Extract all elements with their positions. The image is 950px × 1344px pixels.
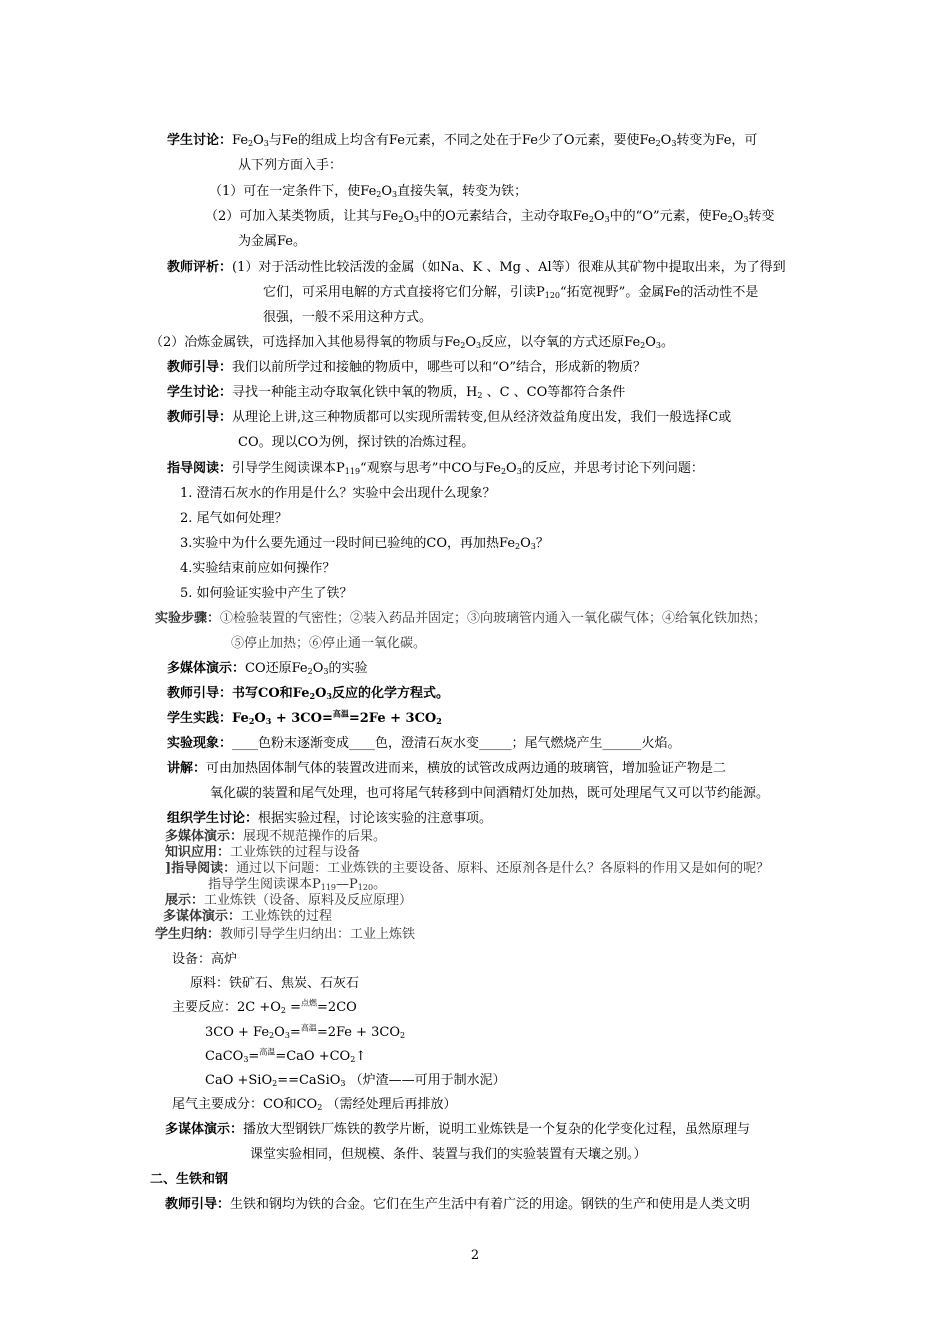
line-label: 多媒体演示： — [167, 661, 246, 676]
text-line — [165, 845, 360, 861]
line-text: 从理论上讲,这三种物质都可以实现所需转变,但从经济效益角度出发，我们一般选择C或 — [232, 410, 732, 425]
line-label: 学生讨论： — [167, 385, 233, 400]
text-line — [167, 461, 704, 477]
line-label: ]指导阅读： — [165, 861, 237, 876]
line-label: 学生归纳： — [155, 927, 221, 942]
line-text: 引导学生阅读课本$P_{119}“$观察与思考”中CO与$Fe_2O_3$的反应，并思考讨论下列问题： — [232, 461, 704, 476]
line-text: 设备：高炉 — [172, 952, 238, 967]
text-line — [167, 410, 731, 426]
line-text: 氧化碳的装置和尾气处理，也可将尾气转移到中间酒精灯处加热，既可处理尾气又可以节约能源。 — [210, 786, 770, 801]
line-text: 为金属Fe。 — [238, 234, 307, 249]
line-text: 书写CO和$Fe_2O_3$反应的化学方程式。 — [232, 686, 449, 701]
line-text: 可由加热固体制气体的装置改进而来，横放的试管改成两边通的玻璃管，增加验证产物是二 — [206, 761, 727, 776]
line-text: 尾气主要成分：CO和$CO_2$ （需经处理后再排放） — [172, 1097, 457, 1112]
text-line — [205, 1073, 506, 1089]
line-text: 从下列方面入手： — [238, 158, 343, 173]
text-line — [163, 909, 332, 925]
text-line — [165, 861, 769, 877]
line-text: 工业炼铁的过程 — [241, 909, 333, 924]
line-text: (1）对于活动性比较活泼的金属（如Na、K 、Mg 、Al等）很难从其矿物中提取出来，为了得到 — [232, 260, 786, 275]
line-label: 教师评析： — [167, 260, 233, 275]
line-text: 教师引导学生归纳出：工业上炼铁 — [220, 927, 416, 942]
text-line — [172, 952, 237, 968]
line-label: 教师引导： — [167, 360, 233, 375]
line-text: CO还原$Fe_2O_3$的实验 — [245, 661, 368, 676]
text-line — [180, 561, 335, 577]
text-line — [209, 184, 527, 200]
text-line — [167, 708, 442, 727]
text-line — [238, 435, 474, 451]
line-label: 指导阅读： — [167, 461, 233, 476]
text-line — [165, 1122, 750, 1138]
line-label: 学生讨论： — [167, 133, 233, 148]
line-text: （2）可加入某类物质，让其与$Fe_2O_3$中的O元素结合，主动夺取$Fe_2O_3$中的“O”元素，使$Fe_2O_3$转变 — [205, 209, 775, 224]
line-label: 组织学生讨论： — [167, 811, 259, 826]
text-line — [263, 285, 758, 301]
text-line — [165, 1197, 750, 1213]
line-label: 知识应用： — [165, 845, 231, 860]
line-label: 二、生铁和钢 — [150, 1172, 229, 1187]
text-line — [167, 761, 726, 777]
text-line — [180, 486, 496, 502]
line-text: 课堂实验相同，但规模、条件、装置与我们的实验装置有天壤之别。） — [250, 1147, 647, 1162]
text-line — [167, 385, 625, 401]
text-line — [150, 1172, 228, 1188]
line-text: ____色粉末逐渐变成____色，澄清石灰水变_____；尾气燃烧产生______火焰。 — [232, 736, 681, 751]
line-text: ①检验装置的气密性；②装入药品并固定；③向玻璃管内通入一氧化碳气体；④给氧化铁加热； — [220, 611, 767, 626]
line-text: 寻找一种能主动夺取氧化铁中氧的物质，$H_2$ 、C 、CO等都符合条件 — [232, 385, 626, 400]
line-text: （1）可在一定条件下，使$Fe_2O_3$直接失氧，转变为铁； — [209, 184, 528, 199]
text-line — [155, 927, 415, 943]
text-line — [231, 636, 426, 652]
line-text: 5. 如何验证实验中产生了铁？ — [180, 586, 353, 601]
page-number: 2 — [470, 1248, 480, 1263]
text-line — [238, 158, 342, 174]
line-text: 通过以下问题：工业炼铁的主要设备、原料、还原剂各是什么？各原料的作用又是如何的呢？ — [236, 861, 770, 876]
text-line — [167, 360, 646, 376]
line-text: 2. 尾气如何处理？ — [180, 511, 288, 526]
text-line — [167, 736, 681, 752]
line-text: 播放大型钢铁厂炼铁的教学片断，说明工业炼铁是一个复杂的化学变化过程，虽然原理与 — [243, 1122, 751, 1137]
line-text: 我们以前所学过和接触的物质中，哪些可以和“O”结合，形成新的物质？ — [232, 360, 646, 375]
text-line — [180, 586, 353, 602]
line-label: 展示： — [165, 893, 205, 908]
line-text: CO。现以CO为例，探讨铁的冶炼过程。 — [238, 435, 475, 450]
line-text: 它们，可采用电解的方式直接将它们分解，引读$P_{120}“$拓宽视野”。金属Fe的活动性不是 — [263, 285, 759, 300]
line-text: $Fe_2O_3 + 3CO=^{高温}=2Fe + 3CO_2$ — [232, 708, 442, 726]
line-text: （2）冶炼金属铁，可选择加入其他易得氧的物质与$Fe_2O_3$反应，以夺氧的方式还原$Fe_2O_3$。 — [150, 335, 675, 350]
line-text: 工业炼铁（设备、原料及反应原理） — [204, 893, 413, 908]
text-line — [167, 661, 368, 677]
line-text: 工业炼铁的过程与设备 — [230, 845, 361, 860]
text-line — [165, 829, 386, 845]
text-line — [238, 234, 306, 250]
line-label: 实验现象： — [167, 736, 233, 751]
line-text: 4.实验结束前应如何操作？ — [180, 561, 336, 576]
line-label: 教师引导： — [165, 1197, 231, 1212]
line-text: 展现不规范操作的后果。 — [243, 829, 387, 844]
line-label: 实验步骤： — [155, 611, 221, 626]
line-text: $3CO + Fe_2O_3=^{高温}=2Fe + 3CO_2$ — [205, 1023, 406, 1040]
text-line — [172, 1097, 456, 1113]
text-line — [155, 611, 766, 627]
line-text: CaO +SiO$_2$==CaSiO$_3$ （炉渣——可用于制水泥） — [205, 1073, 506, 1088]
line-text: 生铁和钢均为铁的合金。它们在生产生活中有着广泛的用途。钢铁的生产和使用是人类文明 — [230, 1197, 751, 1212]
text-line — [150, 335, 674, 351]
line-label: 多谋体演示： — [163, 909, 242, 924]
line-text: 原料：铁矿石、焦炭、石灰石 — [190, 976, 360, 991]
text-line — [180, 511, 288, 527]
text-line — [165, 893, 412, 909]
line-text: 1. 澄清石灰水的作用是什么？实验中会出现什么现象？ — [180, 486, 496, 501]
line-text: 根据实验过程，讨论该实验的注意事项。 — [258, 811, 493, 826]
text-line — [205, 209, 775, 225]
text-line — [205, 1025, 405, 1041]
text-line — [167, 686, 449, 702]
line-label: 多媒体演示： — [165, 829, 244, 844]
text-line — [205, 1049, 366, 1065]
line-text: 指导学生阅读课本$P_{119}—P_{120}$。 — [208, 877, 387, 892]
text-line — [190, 976, 359, 992]
line-text: 3.实验中为什么要先通过一段时间已验纯的CO，再加热$Fe_2O_3$？ — [180, 536, 549, 551]
line-text: 主要反应：$2C +O_2 =^{点燃}=2CO$ — [172, 998, 357, 1015]
line-text: $Fe_2O_3$与Fe的组成上均含有Fe元素，不同之处在于Fe少了O元素，要使$Fe_2O_3$转变为Fe，可 — [232, 133, 758, 148]
text-line — [172, 1000, 357, 1016]
text-line — [210, 786, 769, 802]
text-line — [263, 310, 432, 326]
line-text: 很强，一般不采用这种方式。 — [263, 310, 433, 325]
text-line — [167, 811, 492, 827]
text-line — [167, 133, 757, 149]
line-label: 教师引导： — [167, 686, 233, 701]
line-text: CaCO$_3$=$^{高温}$=CaO $+CO_2↑$ — [205, 1047, 367, 1064]
line-text: ⑤停止加热；⑥停止通一氧化碳。 — [231, 636, 427, 651]
line-label: 讲解： — [167, 761, 207, 776]
line-label: 学生实践： — [167, 711, 233, 726]
text-line — [180, 536, 549, 552]
line-label: 多谋体演示： — [165, 1122, 244, 1137]
text-line — [167, 260, 786, 276]
line-label: 教师引导： — [167, 410, 233, 425]
text-line — [208, 877, 386, 893]
text-line — [250, 1147, 647, 1163]
